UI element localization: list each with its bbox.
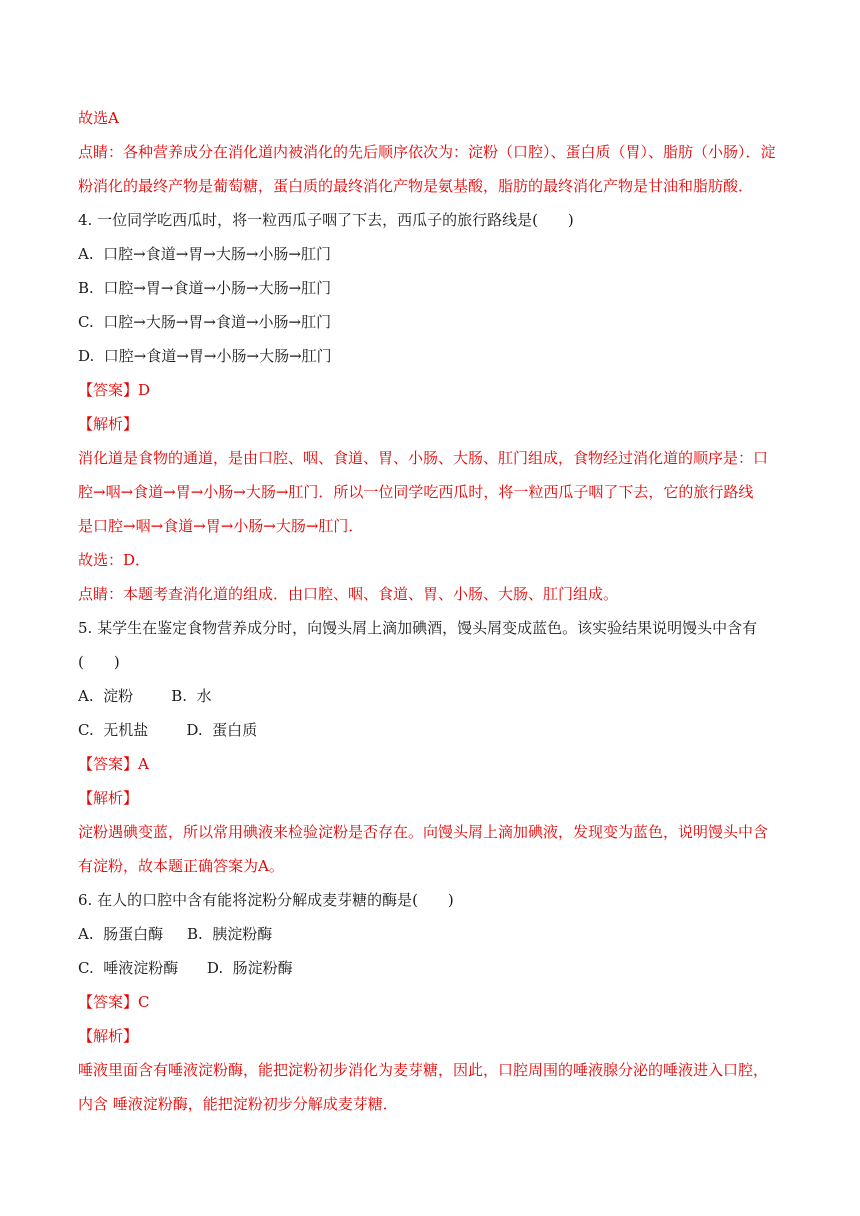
options-ab: A. 淀粉 B. 水	[78, 687, 212, 705]
tip-line: 点睛：本题考查消化道的组成．由口腔、咽、食道、胃、小肠、大肠、肛门组成。	[78, 585, 619, 603]
question-4: 4. 一位同学吃西瓜时，将一粒西瓜子咽了下去，西瓜子的旅行路线是( )	[78, 211, 574, 229]
options-cd: C. 唾液淀粉酶 D. 肠淀粉酶	[78, 959, 293, 977]
options-cd: C. 无机盐 D. 蛋白质	[78, 721, 258, 739]
option-b: B. 口腔→胃→食道→小肠→大肠→肛门	[78, 279, 332, 297]
analysis-label: 【解析】	[78, 1027, 139, 1045]
tip-line: 粉消化的最终产物是葡萄糖，蛋白质的最终消化产物是氨基酸，脂肪的最终消化产物是甘油和脂肪酸．	[78, 177, 754, 195]
analysis-line: 有淀粉，故本题正确答案为A。	[78, 857, 284, 875]
option-c: C. 口腔→大肠→胃→食道→小肠→肛门	[78, 313, 332, 331]
question-6: 6. 在人的口腔中含有能将淀粉分解成麦芽糖的酶是( )	[78, 891, 454, 909]
answer-label: 【答案】D	[78, 381, 151, 399]
answer-label: 【答案】C	[78, 993, 150, 1011]
analysis-line: 腔→咽→食道→胃→小肠→大肠→肛门．所以一位同学吃西瓜时，将一粒西瓜子咽了下去，它的旅行路线	[78, 483, 754, 501]
conclusion-line: 故选A	[78, 109, 119, 127]
option-a: A. 口腔→食道→胃→大肠→小肠→肛门	[78, 245, 331, 263]
answer-label: 【答案】A	[78, 755, 149, 773]
options-ab: A. 肠蛋白酶 B. 胰淀粉酶	[78, 925, 273, 943]
question-5-blank: ( )	[78, 653, 120, 671]
conclusion-line: 故选：D．	[78, 551, 151, 569]
analysis-line: 消化道是食物的通道，是由口腔、咽、食道、胃、小肠、大肠、肛门组成，食物经过消化道的顺序是：口	[78, 449, 769, 467]
option-d: D. 口腔→食道→胃→小肠→大肠→肛门	[78, 347, 332, 365]
tip-line: 点睛：各种营养成分在消化道内被消化的先后顺序依次为：淀粉（口腔）、蛋白质（胃）、脂肪（小肠）．淀	[78, 143, 776, 161]
analysis-line: 内含 唾液淀粉酶，能把淀粉初步分解成麦芽糖．	[78, 1095, 398, 1113]
analysis-line: 唾液里面含有唾液淀粉酶，能把淀粉初步消化为麦芽糖，因此，口腔周围的唾液腺分泌的唾液进入口腔，	[78, 1061, 769, 1079]
analysis-line: 是口腔→咽→食道→胃→小肠→大肠→肛门．	[78, 517, 364, 535]
analysis-line: 淀粉遇碘变蓝，所以常用碘液来检验淀粉是否存在。向馒头屑上滴加碘液，发现变为蓝色，说明馒头中含	[78, 823, 769, 841]
analysis-label: 【解析】	[78, 415, 139, 433]
analysis-label: 【解析】	[78, 789, 139, 807]
question-5: 5. 某学生在鉴定食物营养成分时，向馒头屑上滴加碘酒，馒头屑变成蓝色。该实验结果说明馒头中含有	[78, 619, 758, 637]
